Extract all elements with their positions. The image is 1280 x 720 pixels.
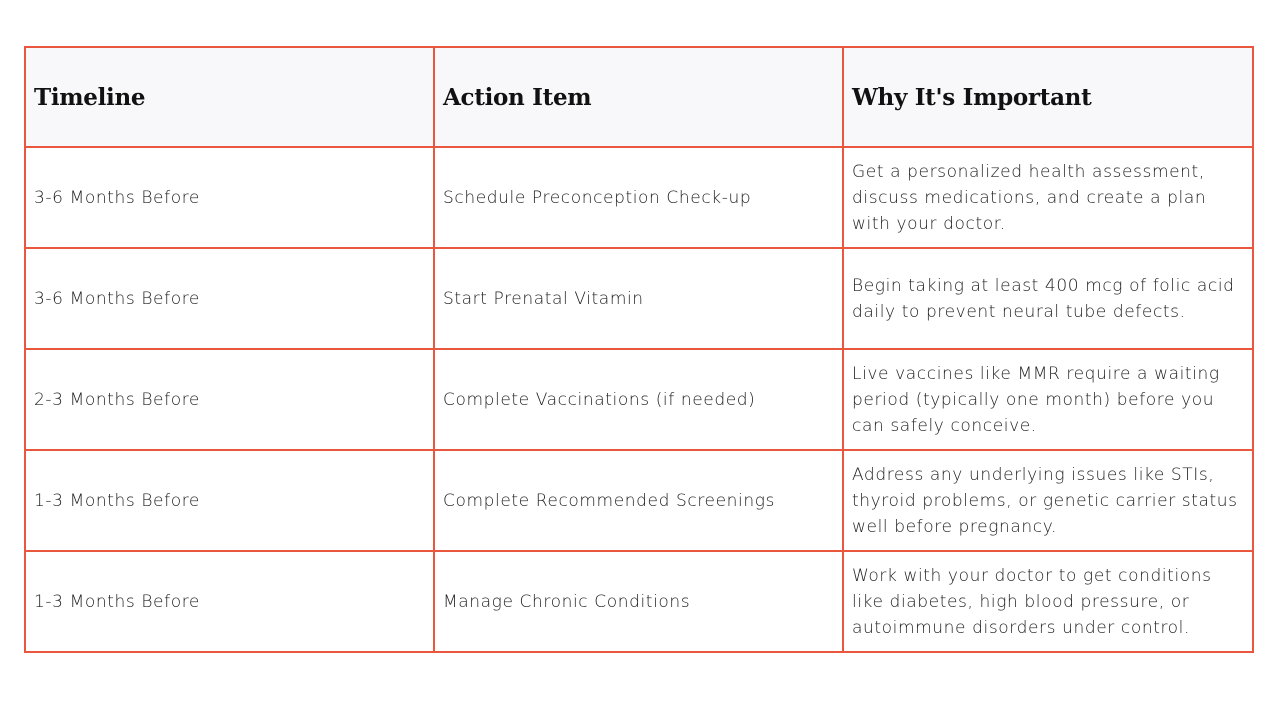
cell-timeline: 3-6 Months Before [25, 147, 434, 248]
cell-action: Complete Vaccinations (if needed) [434, 349, 843, 450]
cell-timeline: 3-6 Months Before [25, 248, 434, 349]
cell-action: Start Prenatal Vitamin [434, 248, 843, 349]
header-timeline: Timeline [25, 47, 434, 147]
cell-action: Schedule Preconception Check-up [434, 147, 843, 248]
cell-timeline: 1-3 Months Before [25, 551, 434, 652]
cell-why: Begin taking at least 400 mcg of folic acid daily to prevent neural tube defects. [843, 248, 1253, 349]
preconception-timeline-table-container [24, 46, 1252, 653]
cell-timeline: 1-3 Months Before [25, 450, 434, 551]
table-row [25, 349, 1253, 450]
header-why-important: Why It's Important [843, 47, 1253, 147]
table-header-row [25, 47, 1253, 147]
cell-why: Live vaccines like MMR require a waiting period (typically one month) before you can safely conceive. [843, 349, 1253, 450]
table-row [25, 551, 1253, 652]
header-action-item: Action Item [434, 47, 843, 147]
cell-why: Address any underlying issues like STIs, thyroid problems, or genetic carrier status well before pregnancy. [843, 450, 1253, 551]
table-row [25, 147, 1253, 248]
table-row [25, 248, 1253, 349]
cell-why: Work with your doctor to get conditions like diabetes, high blood pressure, or autoimmune disorders under control. [843, 551, 1253, 652]
cell-why: Get a personalized health assessment, discuss medications, and create a plan with your doctor. [843, 147, 1253, 248]
cell-action: Complete Recommended Screenings [434, 450, 843, 551]
preconception-timeline-table [24, 46, 1254, 653]
table-row [25, 450, 1253, 551]
cell-timeline: 2-3 Months Before [25, 349, 434, 450]
cell-action: Manage Chronic Conditions [434, 551, 843, 652]
